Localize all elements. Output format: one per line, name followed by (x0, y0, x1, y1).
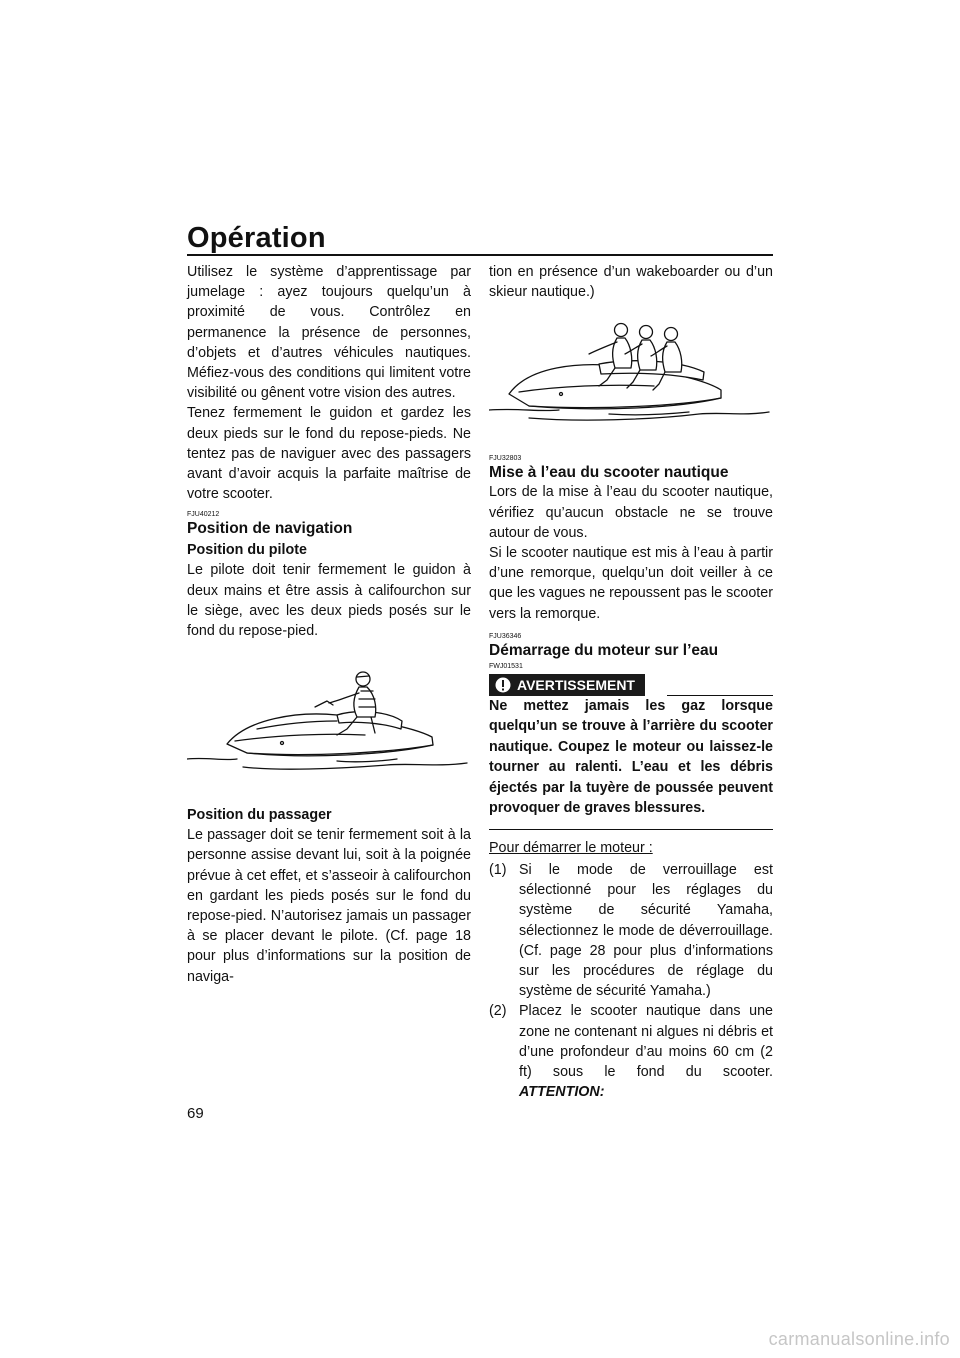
page-title: Opération (187, 222, 326, 254)
warning-badge (489, 674, 645, 696)
warning-label: AVERTISSEMENT (517, 676, 635, 693)
step-2 (489, 1001, 773, 1102)
continuation-paragraph: tion en présence d’un wakeboarder ou d’un skieur nautique.) (489, 264, 773, 301)
single-rider-illustration (187, 649, 471, 799)
warning-header (489, 674, 773, 696)
section-heading-launch: Mise à l’eau du scooter nautique (489, 464, 729, 482)
left-column (187, 262, 471, 987)
section-code-2: FJU32803 (489, 455, 522, 463)
step-1 (489, 860, 773, 1001)
section-code-3: FJU36346 (489, 632, 522, 640)
page-number: 69 (187, 1105, 204, 1122)
pilot-heading: Position du pilote (187, 542, 307, 559)
step-2-attention: ATTENTION: (519, 1084, 605, 1101)
step-2-body (519, 1001, 773, 1102)
title-rule (187, 254, 773, 256)
step-1-text: Si le mode de verrouillage est sélectionné pour les réglages du système de sécurité Yamaha, sélectionnez le mode de déverrouillage. (Cf. page 28 pour plus d’informations sur les procédures de réglage du système de sécurité Yamaha.) (519, 862, 773, 1000)
step-1-number: (1) (489, 862, 507, 879)
steps-heading-text: Pour démarrer le moteur : (489, 839, 653, 856)
warning-rule (667, 695, 773, 696)
section-heading-navigation: Position de navigation (187, 520, 353, 538)
section-heading-start: Démarrage du moteur sur l’eau (489, 641, 719, 659)
pilot-paragraph: Le pilote doit tenir fermement le guidon à deux mains et être assis à califourchon sur le siège, avec les deux pieds posés sur le fond du repose-pied. (187, 562, 471, 640)
warning-icon (495, 677, 511, 693)
warning-end-rule (489, 829, 773, 830)
steps-heading (489, 838, 773, 858)
launch-paragraph-2: Si le scooter nautique est mis à l’eau à partir d’une remorque, quelqu’un doit veiller à ce que les vagues ne repoussent pas le scooter vers la remorque. (489, 545, 773, 622)
step-2-text: Placez le scooter nautique dans une zone ne contenant ni algues ni débris et d’une profondeur d’au moins 60 cm (2 ft) sous le fond du scooter. (519, 1003, 773, 1081)
watermark: carmanualsonline.info (768, 1329, 950, 1349)
passenger-paragraph: Le passager doit se tenir fermement soit à la personne assise devant lui, soit à la poignée prévue à cet effet, et s’asseoir à califourchon en gardant les pieds posés sur le fond du repose-pied. N’autorisez jamais un passager à se placer devant le pilote. (Cf. page 18 pour plus d’informations sur la position de naviga- (187, 827, 471, 985)
intro-paragraph: Utilisez le système d’apprentissage par jumelage : ayez toujours quelqu’un à proximité de vous. Contrôlez en permanence la présence de personnes, d’objets et d’autres véhicules nautiques. Méfiez-vous des conditions qui limitent votre visibilité ou gênent votre vision des autres. (187, 264, 471, 402)
warning-code: FWJ01531 (489, 662, 523, 670)
passenger-heading: Position du passager (187, 807, 332, 824)
section-code: FJU40212 (187, 511, 220, 519)
three-riders-illustration (489, 314, 773, 444)
warning-text: Ne mettez jamais les gaz lorsque quelqu’un se trouve à l’arrière du scooter nautique. Coupez le moteur ou laissez-le tourner au ralenti. L’eau et les débris éjectés par la tuyère de poussée peuvent provoquer de graves blessures. (489, 697, 773, 817)
launch-paragraph-1: Lors de la mise à l’eau du scooter nautique, vérifiez qu’aucun obstacle ne se trouve autour de vous. (489, 484, 773, 541)
right-column (489, 262, 773, 1102)
intro-paragraph-2: Tenez fermement le guidon et gardez les deux pieds sur le fond du repose-pieds. Ne tentez pas de naviguer avec des passagers avant d’avoir acquis la parfaite maîtrise de votre scooter. (187, 405, 471, 503)
step-2-number: (2) (489, 1003, 507, 1020)
